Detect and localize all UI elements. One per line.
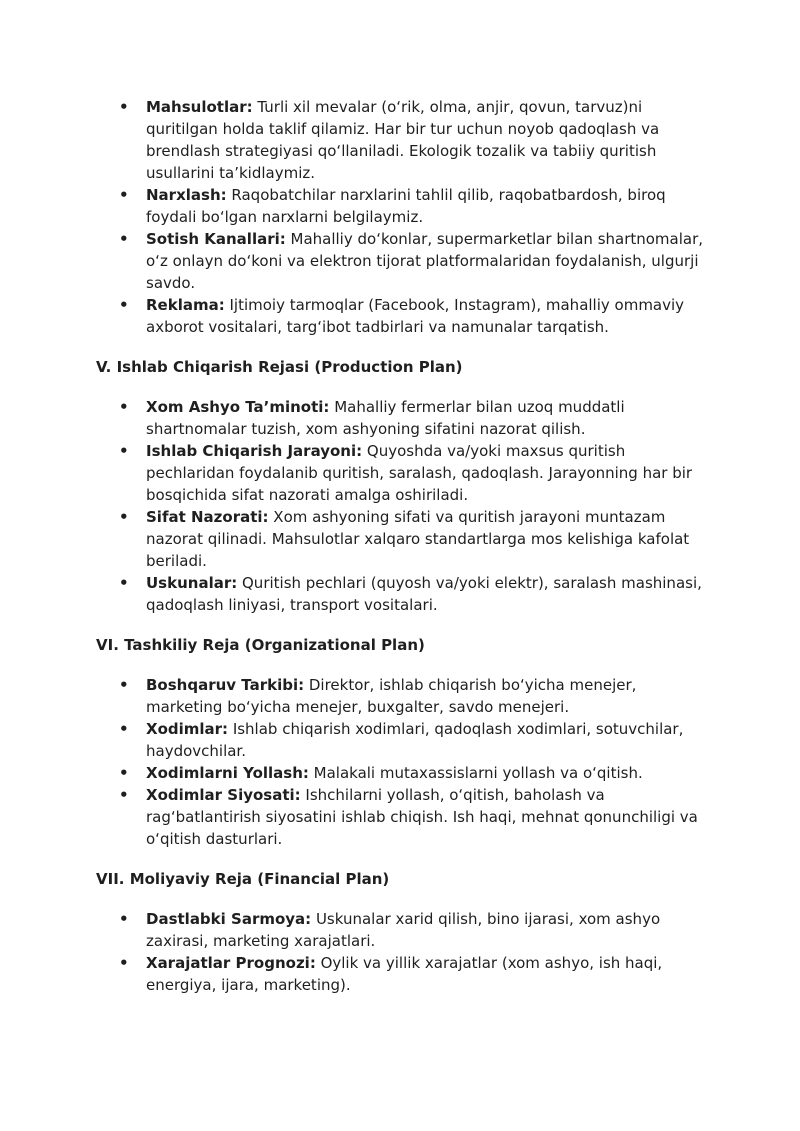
item-text: Quyoshda va/yoki maxsus quritish pechlaridan foydalanib quritish, saralash, qadoqlash. Jarayonning har bir bosqichida sifat nazorati amalga oshiriladi.: [146, 442, 693, 504]
marketing-list: [116, 96, 706, 338]
production-list: [116, 396, 706, 616]
item-text: Direktor, ishlab chiqarish bo‘yicha menejer, marketing bo‘yicha menejer, buxgalter, savdo menejeri.: [146, 676, 637, 716]
list-item: [116, 952, 706, 996]
item-term: Reklama:: [146, 296, 225, 314]
list-item: [116, 572, 706, 616]
item-term: Sifat Nazorati:: [146, 508, 269, 526]
item-term: Dastlabki Sarmoya:: [146, 910, 312, 928]
list-item: [116, 908, 706, 952]
item-term: Ishlab Chiqarish Jarayoni:: [146, 442, 363, 460]
item-term: Boshqaruv Tarkibi:: [146, 676, 305, 694]
item-text: Mahalliy do‘konlar, supermarketlar bilan shartnomalar, o‘z onlayn do‘koni va elektron tijorat platformalaridan foydalanish, ulgurji savdo.: [146, 230, 704, 292]
section-heading-production: V. Ishlab Chiqarish Rejasi (Production Plan): [96, 358, 463, 376]
item-text: Ishchilarni yollash, o‘qitish, baholash va rag‘batlantirish siyosatini ishlab chiqish. Ish haqi, mehnat qonunchiligi va o‘qitish dasturlari.: [146, 786, 698, 848]
item-text: Ijtimoiy tarmoqlar (Facebook, Instagram), mahalliy ommaviy axborot vositalari, targ‘ibot tadbirlari va namunalar tarqatish.: [146, 296, 685, 336]
item-term: Narxlash:: [146, 186, 227, 204]
item-term: Xodimlarni Yollash:: [146, 764, 309, 782]
list-item: [116, 506, 706, 572]
section-heading-organizational: VI. Tashkiliy Reja (Organizational Plan): [96, 636, 425, 654]
list-item: [116, 294, 706, 338]
item-text: Xom ashyoning sifati va quritish jarayoni muntazam nazorat qilinadi. Mahsulotlar xalqaro standartlarga mos kelishiga kafolat beriladi.: [146, 508, 690, 570]
item-text: Uskunalar xarid qilish, bino ijarasi, xom ashyo zaxirasi, marketing xarajatlari.: [146, 910, 661, 950]
item-term: Xom Ashyo Ta’minoti:: [146, 398, 330, 416]
financial-list: [116, 908, 706, 996]
item-text: Turli xil mevalar (o‘rik, olma, anjir, qovun, tarvuz)ni quritilgan holda taklif qilamiz. Har bir tur uchun noyob qadoqlash va brendlash strategiyasi qo‘llaniladi. Ekologik tozalik va tabiiy quritish usullarini ta’kidlaymiz.: [146, 98, 660, 182]
list-item: [116, 784, 706, 850]
section-heading-financial: VII. Moliyaviy Reja (Financial Plan): [96, 870, 390, 888]
item-term: Uskunalar:: [146, 574, 238, 592]
item-text: Oylik va yillik xarajatlar (xom ashyo, ish haqi, energiya, ijara, marketing).: [146, 954, 663, 994]
item-term: Xodimlar:: [146, 720, 229, 738]
list-item: [116, 762, 706, 784]
item-text: Quritish pechlari (quyosh va/yoki elektr), saralash mashinasi, qadoqlash liniyasi, transport vositalari.: [146, 574, 702, 614]
list-item: [116, 96, 706, 184]
item-text: Malakali mutaxassislarni yollash va o‘qitish.: [308, 764, 643, 782]
item-term: Mahsulotlar:: [146, 98, 253, 116]
item-text: Mahalliy fermerlar bilan uzoq muddatli shartnomalar tuzish, xom ashyoning sifatini nazorat qilish.: [146, 398, 625, 438]
item-text: Ishlab chiqarish xodimlari, qadoqlash xodimlari, sotuvchilar, haydovchilar.: [146, 720, 684, 760]
list-item: [116, 440, 706, 506]
list-item: [116, 184, 706, 228]
item-term: Xodimlar Siyosati:: [146, 786, 301, 804]
item-term: Xarajatlar Prognozi:: [146, 954, 316, 972]
item-term: Sotish Kanallari:: [146, 230, 286, 248]
item-text: Raqobatchilar narxlarini tahlil qilib, raqobatbardosh, biroq foydali bo‘lgan narxlarni belgilaymiz.: [146, 186, 666, 226]
list-item: [116, 718, 706, 762]
list-item: [116, 228, 706, 294]
list-item: [116, 396, 706, 440]
organizational-list: [116, 674, 706, 850]
list-item: [116, 674, 706, 718]
